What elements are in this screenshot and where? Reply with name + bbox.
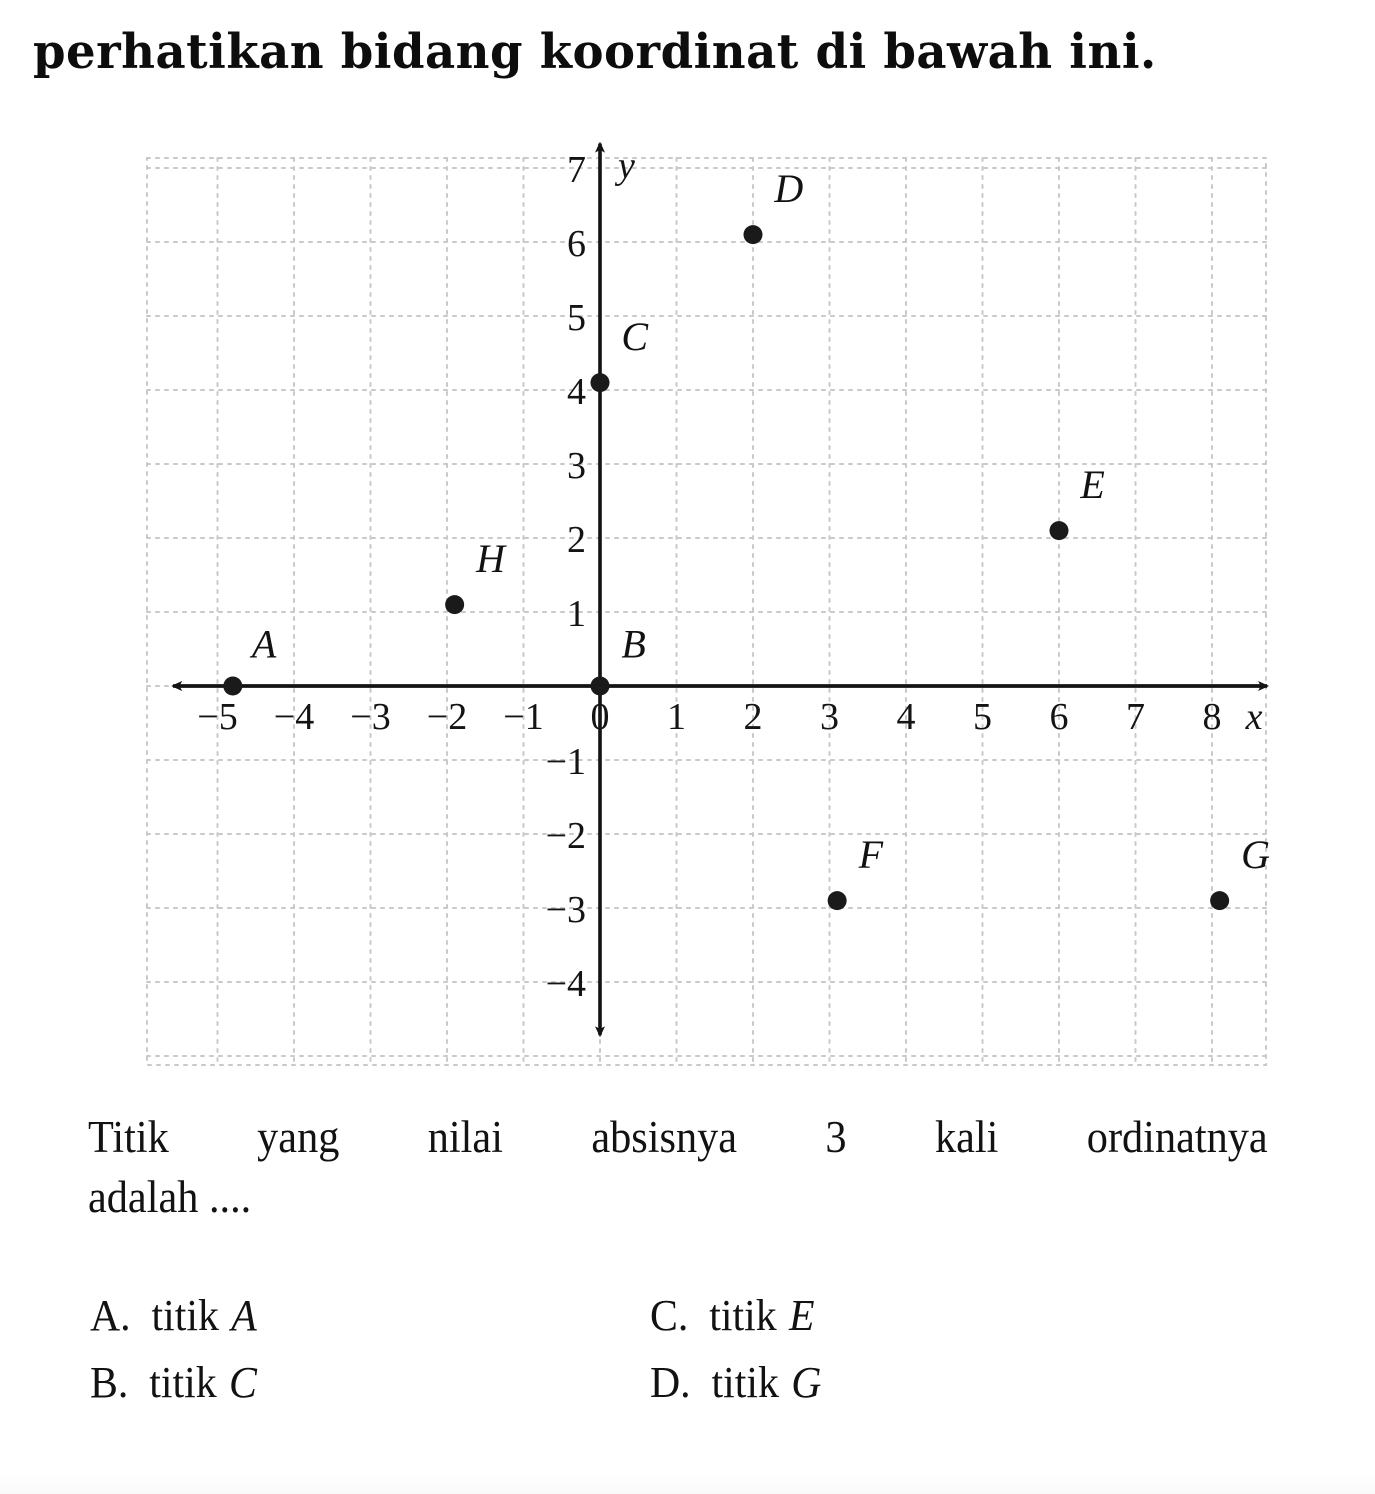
y-tick-label: 1 bbox=[567, 593, 586, 635]
x-tick-label: −5 bbox=[197, 696, 238, 738]
x-tick-label: 6 bbox=[1049, 696, 1069, 738]
plot-point-a bbox=[223, 677, 242, 696]
option-row-2 bbox=[90, 1357, 1290, 1408]
axes-layer bbox=[173, 144, 1267, 1036]
x-axis-label: x bbox=[1245, 696, 1263, 738]
y-tick-label: 7 bbox=[567, 149, 586, 191]
x-tick-label: 8 bbox=[1202, 696, 1222, 738]
option-a-marker: A. bbox=[90, 1291, 131, 1340]
option-a-point: A bbox=[231, 1291, 257, 1340]
option-d-point: G bbox=[791, 1358, 822, 1407]
coordinate-plane-figure bbox=[0, 140, 1375, 1090]
option-c-point: E bbox=[788, 1291, 815, 1340]
option-a-word: titik bbox=[151, 1291, 219, 1340]
option-a[interactable] bbox=[90, 1290, 622, 1341]
grid-layer bbox=[147, 158, 1266, 1065]
answer-options bbox=[90, 1290, 1290, 1424]
option-d-word: titik bbox=[711, 1358, 779, 1407]
plot-point-label-c: C bbox=[621, 314, 649, 360]
plot-point-h bbox=[445, 595, 464, 614]
plot-point-b bbox=[591, 677, 610, 696]
plot-point-label-a: A bbox=[251, 621, 277, 667]
option-c-word: titik bbox=[709, 1291, 777, 1340]
x-tick-label: −1 bbox=[503, 696, 544, 738]
plot-point-e bbox=[1050, 521, 1069, 540]
x-tick-label: −3 bbox=[350, 696, 391, 738]
x-tick-label: 2 bbox=[743, 696, 763, 738]
plot-point-d bbox=[744, 225, 763, 244]
x-tick-label: 5 bbox=[973, 696, 992, 738]
plot-point-label-b: B bbox=[621, 621, 646, 667]
x-tick-label: −2 bbox=[426, 696, 468, 738]
plot-point-g bbox=[1210, 891, 1229, 910]
y-tick-label: 4 bbox=[567, 371, 586, 413]
y-tick-label: 5 bbox=[567, 297, 586, 339]
y-tick-label: −3 bbox=[545, 889, 586, 931]
y-tick-label: 2 bbox=[567, 519, 586, 561]
question-text bbox=[88, 1108, 1296, 1228]
y-tick-label: −4 bbox=[545, 963, 586, 1005]
option-d-marker: D. bbox=[650, 1358, 691, 1407]
page-title: perhatikan bidang koordinat di bawah ini. bbox=[33, 24, 1157, 80]
option-row-1 bbox=[90, 1290, 1290, 1341]
plot-point-label-g: G bbox=[1241, 832, 1270, 878]
question-line-1: Titik yang nilai absisnya 3 kali ordinatnya bbox=[88, 1112, 1268, 1162]
option-b-word: titik bbox=[149, 1358, 217, 1407]
plot-point-label-d: D bbox=[774, 166, 804, 212]
option-b-marker: B. bbox=[90, 1358, 129, 1407]
x-tick-label: 1 bbox=[667, 696, 686, 738]
x-tick-label: 7 bbox=[1126, 696, 1145, 738]
option-b[interactable] bbox=[90, 1357, 622, 1408]
x-tick-label: −4 bbox=[273, 696, 315, 738]
plot-point-c bbox=[591, 373, 610, 392]
y-tick-label: −1 bbox=[545, 741, 586, 783]
x-tick-label: 0 bbox=[590, 696, 610, 738]
question-line-2: adalah .... bbox=[88, 1171, 252, 1222]
plot-point-label-h: H bbox=[476, 536, 505, 582]
plot-point-f bbox=[828, 891, 847, 910]
option-b-point: C bbox=[228, 1358, 257, 1407]
x-tick-label: 4 bbox=[896, 696, 916, 738]
y-axis-label: y bbox=[618, 145, 635, 187]
option-c[interactable] bbox=[650, 1290, 1182, 1341]
tick-labels-layer bbox=[197, 145, 1262, 1005]
scan-bottom-edge bbox=[0, 1470, 1375, 1494]
y-tick-label: −2 bbox=[545, 815, 586, 857]
option-c-marker: C. bbox=[650, 1291, 689, 1340]
option-d[interactable] bbox=[650, 1357, 1182, 1408]
plot-point-label-e: E bbox=[1080, 462, 1105, 508]
y-tick-label: 6 bbox=[567, 223, 586, 265]
coordinate-plane-svg bbox=[0, 140, 1375, 1090]
x-tick-label: 3 bbox=[820, 696, 839, 738]
y-tick-label: 3 bbox=[567, 445, 586, 487]
plot-point-label-f: F bbox=[858, 832, 884, 878]
